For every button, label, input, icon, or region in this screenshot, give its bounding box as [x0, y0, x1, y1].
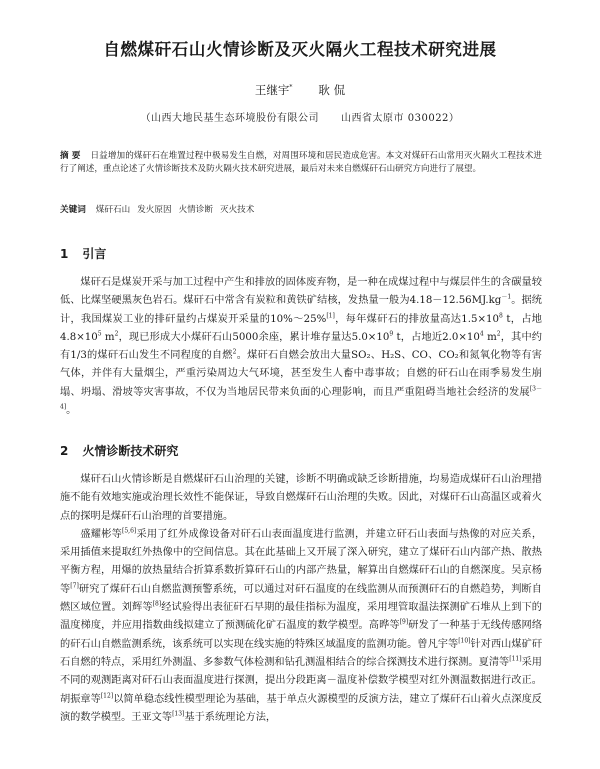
text-run: 。: [66, 405, 77, 417]
section-title: 火情诊断技术研究: [82, 444, 179, 458]
citation-superscript: [9]: [399, 618, 409, 626]
section-body: [60, 274, 542, 420]
text-run: m: [483, 331, 497, 343]
section-number: 1: [60, 247, 69, 261]
author-line: [0, 82, 600, 98]
text-run: 采用不同的观测距离对矸石山表面温度进行探测，提出分段距离－温度补偿数学模型对红外测温数据进行改正。胡振章等: [60, 656, 542, 705]
section-heading: [60, 442, 178, 459]
citation-superscript: 5: [97, 330, 102, 338]
citation-superscript: 9: [389, 330, 394, 338]
author-name: 耿 侃: [318, 83, 346, 97]
abstract: [60, 150, 542, 176]
citation-superscript: [5,6]: [122, 527, 137, 535]
text-run: m: [101, 331, 115, 343]
keyword: 发火原因: [137, 205, 172, 215]
text-run: 以简单稳态线性模型理论为基础，基于单点火源模型的反演方法，建立了煤矸石山着火点深度反演的数学模型。王亚文等: [60, 693, 542, 723]
citation-superscript: [12]: [100, 692, 114, 700]
affiliation-city: 山西省太原市 030022）: [341, 113, 460, 124]
citation-superscript: －1: [501, 293, 512, 301]
keyword: 煤矸石山: [95, 205, 131, 215]
paragraph: [60, 471, 542, 526]
text-run: 采用了红外成像设备对矸石山表面温度进行监测，并建立矸石山表面与热像的对应关系，采用插值来提取红外热像中的空间信息。其在此基础上又开展了深入研究，建立了煤矸石山内部产热、散热平衡方程，用爆的放热量结合折算系数折算矸石山的内部产热量，解算出自燃煤矸石山的自燃深度。吴京杨等: [60, 528, 543, 595]
text-run: ，每年煤矸石的排放量高达1.5×10: [334, 313, 499, 325]
section-number: 2: [60, 444, 69, 458]
paragraph: [60, 274, 542, 420]
citation-superscript: 2: [232, 348, 237, 356]
section-body: [60, 471, 542, 727]
text-run: 盛耀彬等: [80, 528, 123, 540]
citation-superscript: [1]: [326, 312, 335, 320]
text-run: 研究了煤矸石山自燃监测预警系统，可以通过对矸石温度的在线监测从而预测矸石的自燃趋势，判断自燃区域位置。刘辉等: [60, 583, 542, 614]
citation-superscript: 4: [479, 330, 484, 338]
corresponding-author-mark: *: [289, 84, 293, 92]
keywords-label: 关键词: [60, 205, 86, 215]
citation-superscript: [8]: [152, 600, 162, 608]
abstract-text: 日益增加的煤矸石在堆置过程中极易发生自燃，对周围环境和居民造成危害。本文对煤矸石山常用灭火隔火工程技术进行了阐述，重点论述了火情诊断技术及防火隔火技术研究进展，最后对未来自燃煤矸石山研究方向进行了展望。: [60, 151, 542, 174]
keyword: 火情诊断: [178, 205, 213, 215]
affiliation-org: （山西大地民基生态环境股份有限公司: [140, 113, 320, 124]
citation-superscript: 8: [498, 312, 503, 320]
text-run: 针对西山煤矿矸石自燃的特点，采用红外测温、多参数气体检测和钻孔测温相结合的综合探测技术进行探测。夏清等: [60, 638, 543, 668]
text-run: 。据统计，我国煤炭工业的排矸量约占煤炭开采量的10%～25%: [60, 295, 542, 325]
keyword: 灭火技术: [219, 205, 255, 215]
author-name: 王继宇: [254, 83, 290, 97]
text-run: 煤矸石是煤炭开采与加工过程中产生和排放的固体废弃物，是一种在成煤过程中与煤层伴生的含碳量较低、比煤坚硬黑灰色岩石。煤矸石中常含有炭粒和黄铁矿结核，发热量一般为4.18－12.56MJ.kg: [60, 277, 542, 307]
citation-superscript: 2: [114, 330, 119, 338]
section-title: 引言: [82, 247, 107, 261]
citation-superscript: [11]: [509, 655, 522, 663]
section-heading: [60, 245, 106, 262]
text-run: t，占地4.8×10: [60, 313, 542, 343]
citation-superscript: [7]: [70, 582, 79, 590]
text-run: 经试验得出表征矸石早期的最佳指标为温度，采用埋管取温法探测矿石堆从上到下的温度梯度，并应用指数曲线拟建立了预测硫化矿石温度的数学模型。高晔等: [60, 602, 542, 632]
affiliation: [0, 109, 600, 124]
text-run: 研发了一种基于无线传感网络的矸石山自燃监测系统，该系统可以实现在线实施的特殊区域温度的监测功能。曾凡宇等: [60, 620, 543, 650]
text-run: ，现已形成大小煤矸石山5000余座，累计堆存量达5.0×10: [118, 331, 390, 343]
text-run: t，占地近2.0×10: [393, 331, 480, 343]
text-run: 基于系统理论方法，: [184, 711, 277, 723]
paper-title: 自燃煤矸石山火情诊断及灭火隔火工程技术研究进展: [103, 40, 497, 59]
citation-superscript: [3－4]: [60, 385, 542, 411]
text-run: ，其中约有1/3的煤矸石山发生不同程度的自燃: [60, 331, 542, 362]
citation-superscript: [13]: [172, 710, 185, 718]
text-run: 。煤矸石自燃会放出大量SO₂、H₂S、CO、CO₂和氮氧化物等有害气体，并伴有大量烟尘，严重污染周边大气环境，甚至发生人畜中毒事故；自燃的矸石山在雨季易发生崩塌、坍塌、滑坡等灾害事故，不仅为当地居民带来负面的心理影响，而且严重阻碍当地社会经济的发展: [60, 350, 542, 398]
citation-superscript: 2: [496, 330, 501, 338]
abstract-label: 摘 要: [60, 151, 81, 161]
keywords: [60, 203, 542, 215]
text-run: 煤矸石山火情诊断是自燃煤矸石山治理的关键，诊断不明确或缺乏诊断措施，均易造成煤矸石山治理措施不能有效地实施或治理长效性不能保证，导致自燃煤矸石山治理的失败。因此，对煤矸石山高温区或着火点的探明是煤矸石山治理的首要措施。: [60, 474, 542, 522]
paragraph: [60, 526, 542, 727]
citation-superscript: [10]: [458, 637, 471, 645]
